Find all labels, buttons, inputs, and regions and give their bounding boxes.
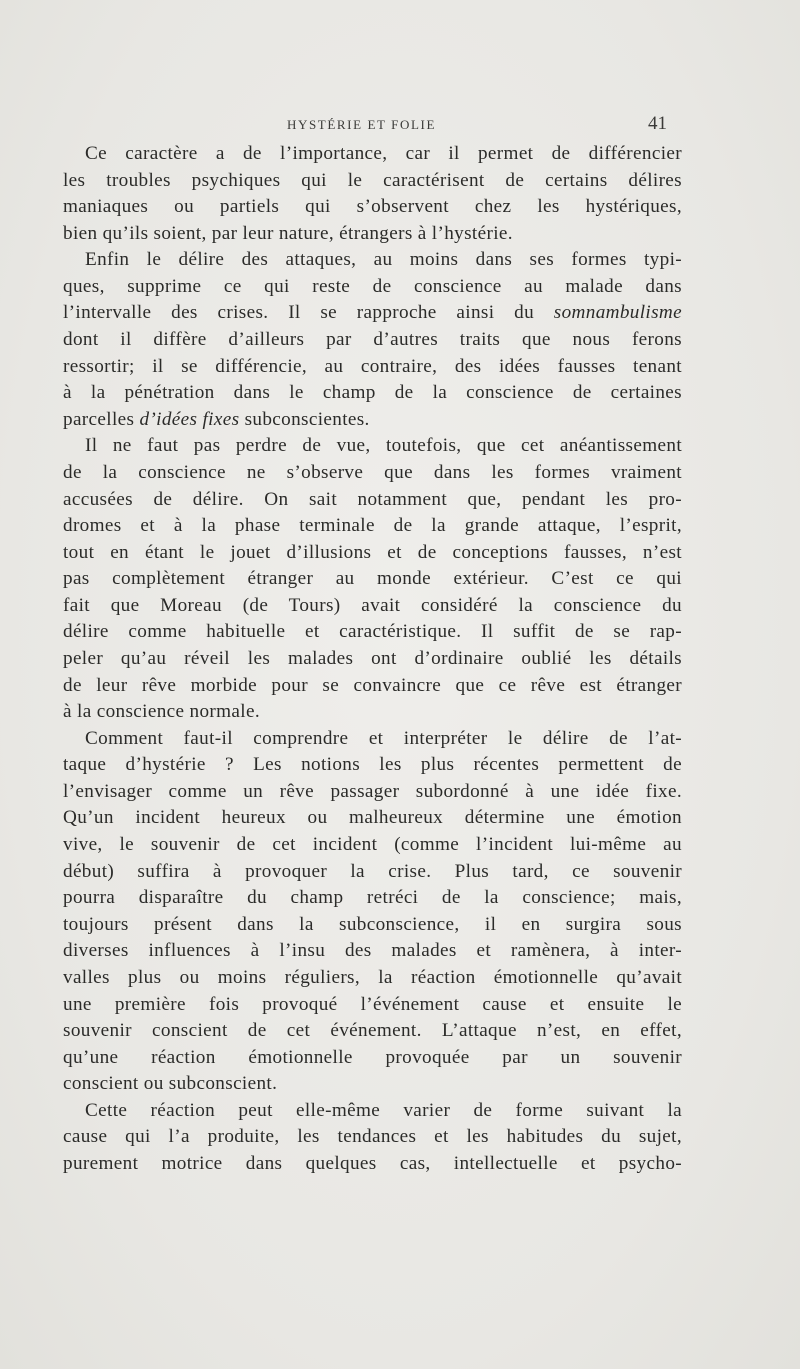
text-line: une première fois provoqué l’événement cause et ensuite le — [63, 993, 682, 1015]
text-line: purement motrice dans quelques cas, intellectuelle et psycho- — [63, 1152, 682, 1174]
running-head — [0, 113, 800, 137]
text-line: maniaques ou partiels qui s’observent chez les hystériques, — [63, 196, 682, 218]
text-line: dromes et à la phase terminale de la grande attaque, l’esprit, — [63, 515, 682, 537]
text-line: Qu’un incident heureux ou malheureux détermine une émotion — [63, 807, 682, 829]
text-line: dont il diffère d’ailleurs par d’autres traits que nous ferons — [63, 329, 682, 351]
text-line: taque d’hystérie ? Les notions les plus récentes permettent de — [63, 754, 682, 776]
text-line: Comment faut-il comprendre et interpréter le délire de l’at- — [85, 727, 682, 749]
text-line: début) suffira à provoquer la crise. Plus tard, ce souvenir — [63, 860, 682, 882]
page-number: 41 — [648, 113, 667, 134]
text-line: à la conscience normale. — [63, 701, 260, 723]
text-segment: l’intervalle des crises. Il se rapproche ainsi du — [63, 302, 535, 324]
text-line: souvenir conscient de cet événement. L’attaque n’est, en effet, — [63, 1020, 682, 1042]
text-line: Ce caractère a de l’importance, car il permet de différencier — [85, 143, 682, 164]
text-line: de leur rêve morbide pour se convaincre que ce rêve est étranger — [63, 674, 682, 696]
text-line: toujours présent dans la subconscience, il en surgira sous — [63, 913, 682, 935]
text-line: pas complètement étranger au monde extérieur. C’est ce qui — [63, 568, 682, 590]
text-line: ressortir; il se différencie, au contraire, des idées fausses tenant — [63, 355, 682, 377]
text-line: à la pénétration dans le champ de la conscience de certaines — [63, 382, 682, 404]
text-line: conscient ou subconscient. — [63, 1073, 278, 1095]
text-line: tout en étant le jouet d’illusions et de conceptions fausses, n’est — [63, 541, 682, 563]
italic-term: d’idées fixes — [139, 408, 240, 430]
text-line: qu’une réaction émotionnelle provoquée par un souvenir — [63, 1046, 682, 1068]
text-line: les troubles psychiques qui le caractérisent de certains délires — [63, 169, 682, 191]
text-line: valles plus ou moins réguliers, la réaction émotionnelle qu’avait — [63, 966, 682, 988]
text-line — [63, 300, 682, 327]
text-line: Enfin le délire des attaques, au moins dans ses formes typi- — [85, 249, 682, 271]
text-line: cause qui l’a produite, les tendances et les habitudes du sujet, — [63, 1126, 682, 1148]
text-line: délire comme habituelle et caractéristique. Il suffit de se rap- — [63, 621, 682, 643]
text-line: ques, supprime ce qui reste de conscience au malade dans — [63, 275, 682, 297]
italic-term: somnambulisme — [553, 302, 682, 324]
text-line: peler qu’au réveil les malades ont d’ordinaire oublié les détails — [63, 647, 682, 669]
text-line — [63, 407, 682, 434]
text-segment: subconscientes. — [244, 408, 370, 430]
text-line: fait que Moreau (de Tours) avait considéré la conscience du — [63, 594, 682, 616]
text-line: l’envisager comme un rêve passager subordonné à une idée fixe. — [63, 780, 682, 802]
text-line: de la conscience ne s’observe que dans les formes vraiment — [63, 461, 682, 483]
text-line: bien qu’ils soient, par leur nature, étrangers à l’hystérie. — [63, 222, 513, 244]
text-line: pourra disparaître du champ retréci de la conscience; mais, — [63, 887, 682, 909]
text-line: Il ne faut pas perdre de vue, toutefois, que cet anéantissement — [85, 435, 682, 457]
text-line: vive, le souvenir de cet incident (comme l’incident lui-même au — [63, 834, 682, 856]
body-text — [63, 141, 682, 1178]
running-title: HYSTÉRIE ET FOLIE — [287, 117, 437, 132]
text-segment: parcelles — [63, 408, 135, 430]
text-line: accusées de délire. On sait notamment que, pendant les pro- — [63, 488, 682, 510]
text-line: Cette réaction peut elle-même varier de forme suivant la — [85, 1099, 682, 1121]
text-line: diverses influences à l’insu des malades et ramènera, à inter- — [63, 940, 682, 962]
